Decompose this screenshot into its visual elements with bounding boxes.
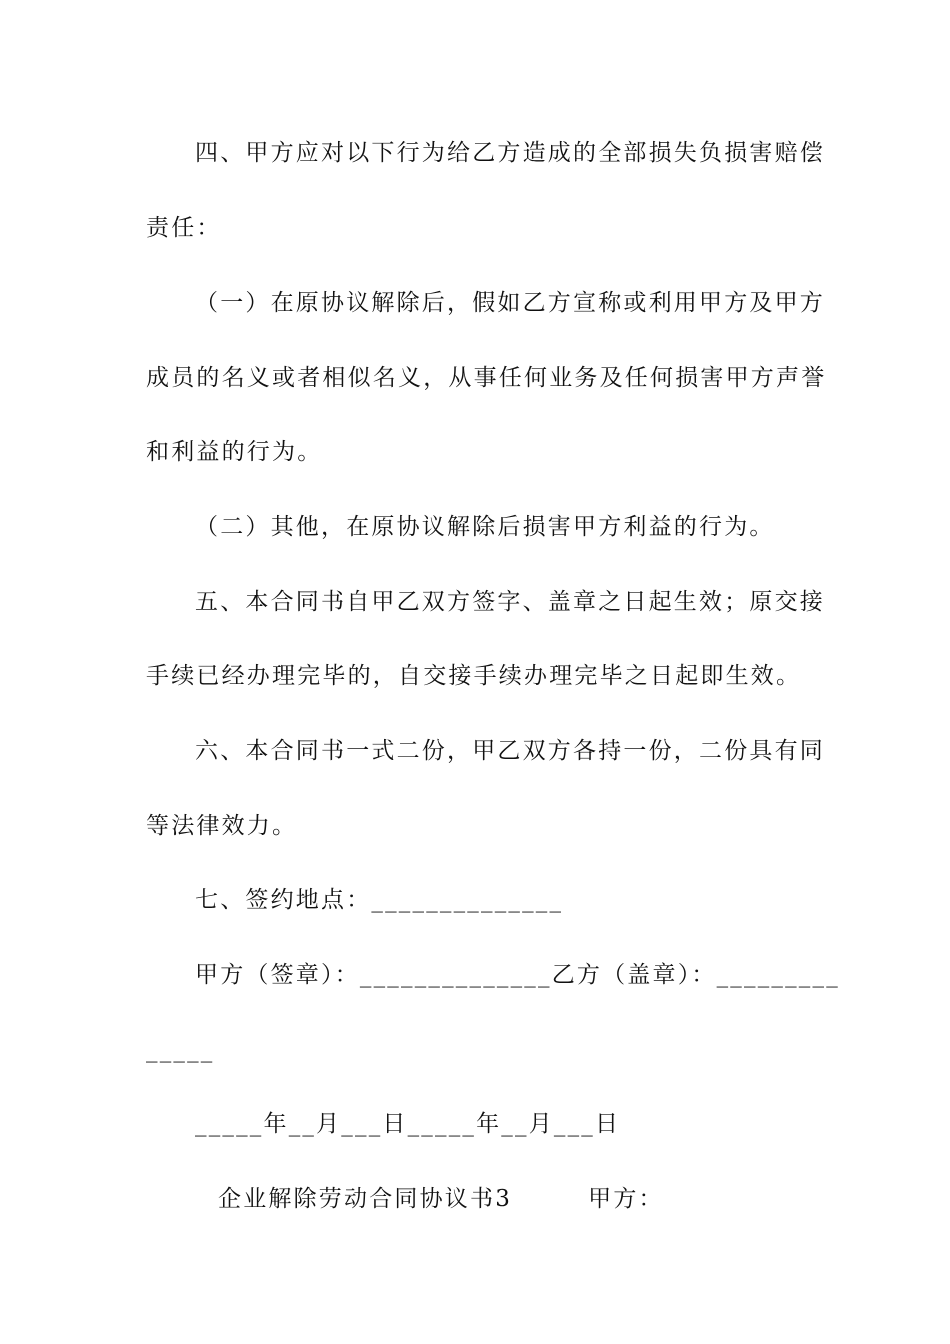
clause-4-item-2: （二）其他，在原协议解除后损害甲方利益的行为。 bbox=[195, 514, 775, 540]
clause-4-item-1-line-1: （一）在原协议解除后，假如乙方宣称或利用甲方及甲方 bbox=[195, 290, 825, 316]
clause-5-line-2: 手续已经办理完毕的，自交接手续办理完毕之日起即生效。 bbox=[146, 663, 802, 689]
signing-location: 七、签约地点：______________ bbox=[195, 887, 564, 913]
next-document-heading: 企业解除劳动合同协议书3 甲方： bbox=[218, 1186, 664, 1212]
clause-4-line-1: 四、甲方应对以下行为给乙方造成的全部损失负损害赔偿 bbox=[195, 140, 825, 166]
clause-6-line-2: 等法律效力。 bbox=[146, 813, 298, 839]
date-line: _____年__月___日_____年__月___日 bbox=[195, 1111, 621, 1137]
clause-4-item-1-line-2: 成员的名义或者相似名义，从事任何业务及任何损害甲方声誉 bbox=[146, 365, 827, 391]
clause-4-line-2: 责任： bbox=[146, 215, 222, 241]
clause-5-line-1: 五、本合同书自甲乙双方签字、盖章之日起生效；原交接 bbox=[195, 589, 825, 615]
signature-line: 甲方（签章）：______________乙方（盖章）：_________ bbox=[195, 962, 840, 988]
clause-4-item-1-line-3: 和利益的行为。 bbox=[146, 439, 323, 465]
signature-line-continued: _____ bbox=[146, 1037, 215, 1063]
clause-6-line-1: 六、本合同书一式二份，甲乙双方各持一份，二份具有同 bbox=[195, 738, 825, 764]
